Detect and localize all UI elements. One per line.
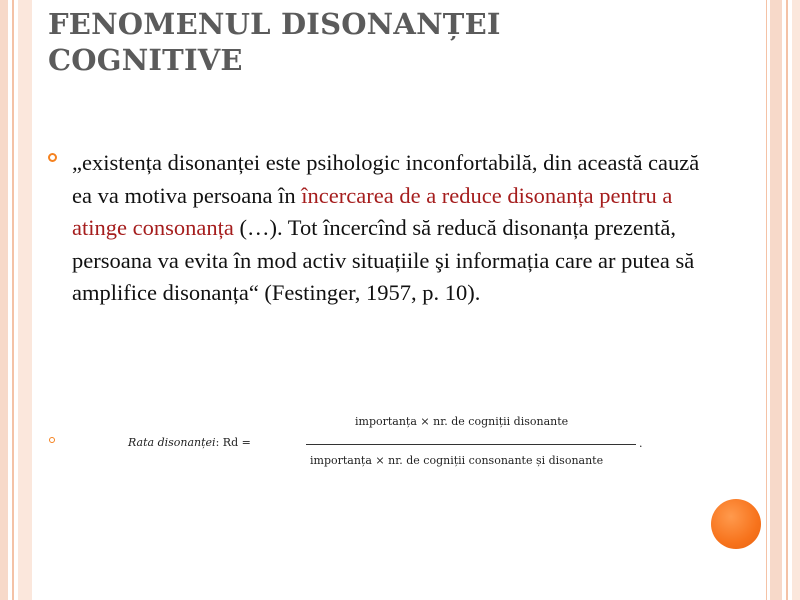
formula-numerator: importanța × nr. de cogniții disonante: [355, 415, 569, 428]
frame-stripe-right: [792, 0, 800, 600]
formula-label-name: Rata disonanței: [128, 436, 216, 449]
frame-stripe-left: [0, 0, 8, 600]
formula-label: [128, 436, 251, 449]
slide-title-line-1: FENOMENUL DISONANȚEI: [48, 7, 501, 41]
slide-title-line-2: COGNITIVE: [48, 43, 243, 77]
frame-line-right: [766, 0, 767, 600]
fraction-bar: [306, 444, 636, 445]
formula-label-eq: : Rd =: [215, 436, 251, 449]
bullet-icon: [48, 153, 57, 162]
quote-paragraph: [72, 147, 712, 310]
quote-text-start: „existența disonanței este psihologic inconfortabilă, din această cauză ea va motiva persoana în: [72, 150, 700, 208]
formula-end-mark: .: [639, 437, 643, 450]
frame-band-left: [18, 0, 32, 600]
decorative-circle: [711, 499, 761, 549]
frame-line-left: [12, 0, 14, 600]
formula-denominator: importanța × nr. de cogniții consonante și disonante: [310, 454, 604, 467]
bullet-icon: [49, 437, 55, 443]
slide-title: [48, 6, 748, 78]
frame-band-right: [770, 0, 782, 600]
frame-line-right-outer: [786, 0, 788, 600]
quote-text-end: (…). Tot încercînd să reducă disonanța prezentă, persoana va evita în mod activ situațiile şi informația care ar putea să amplifice disonanța“ (Festinger, 1957, p. 10).: [72, 215, 695, 305]
quote-highlight: încercarea de a reduce disonanța pentru a atinge consonanța: [72, 182, 673, 240]
